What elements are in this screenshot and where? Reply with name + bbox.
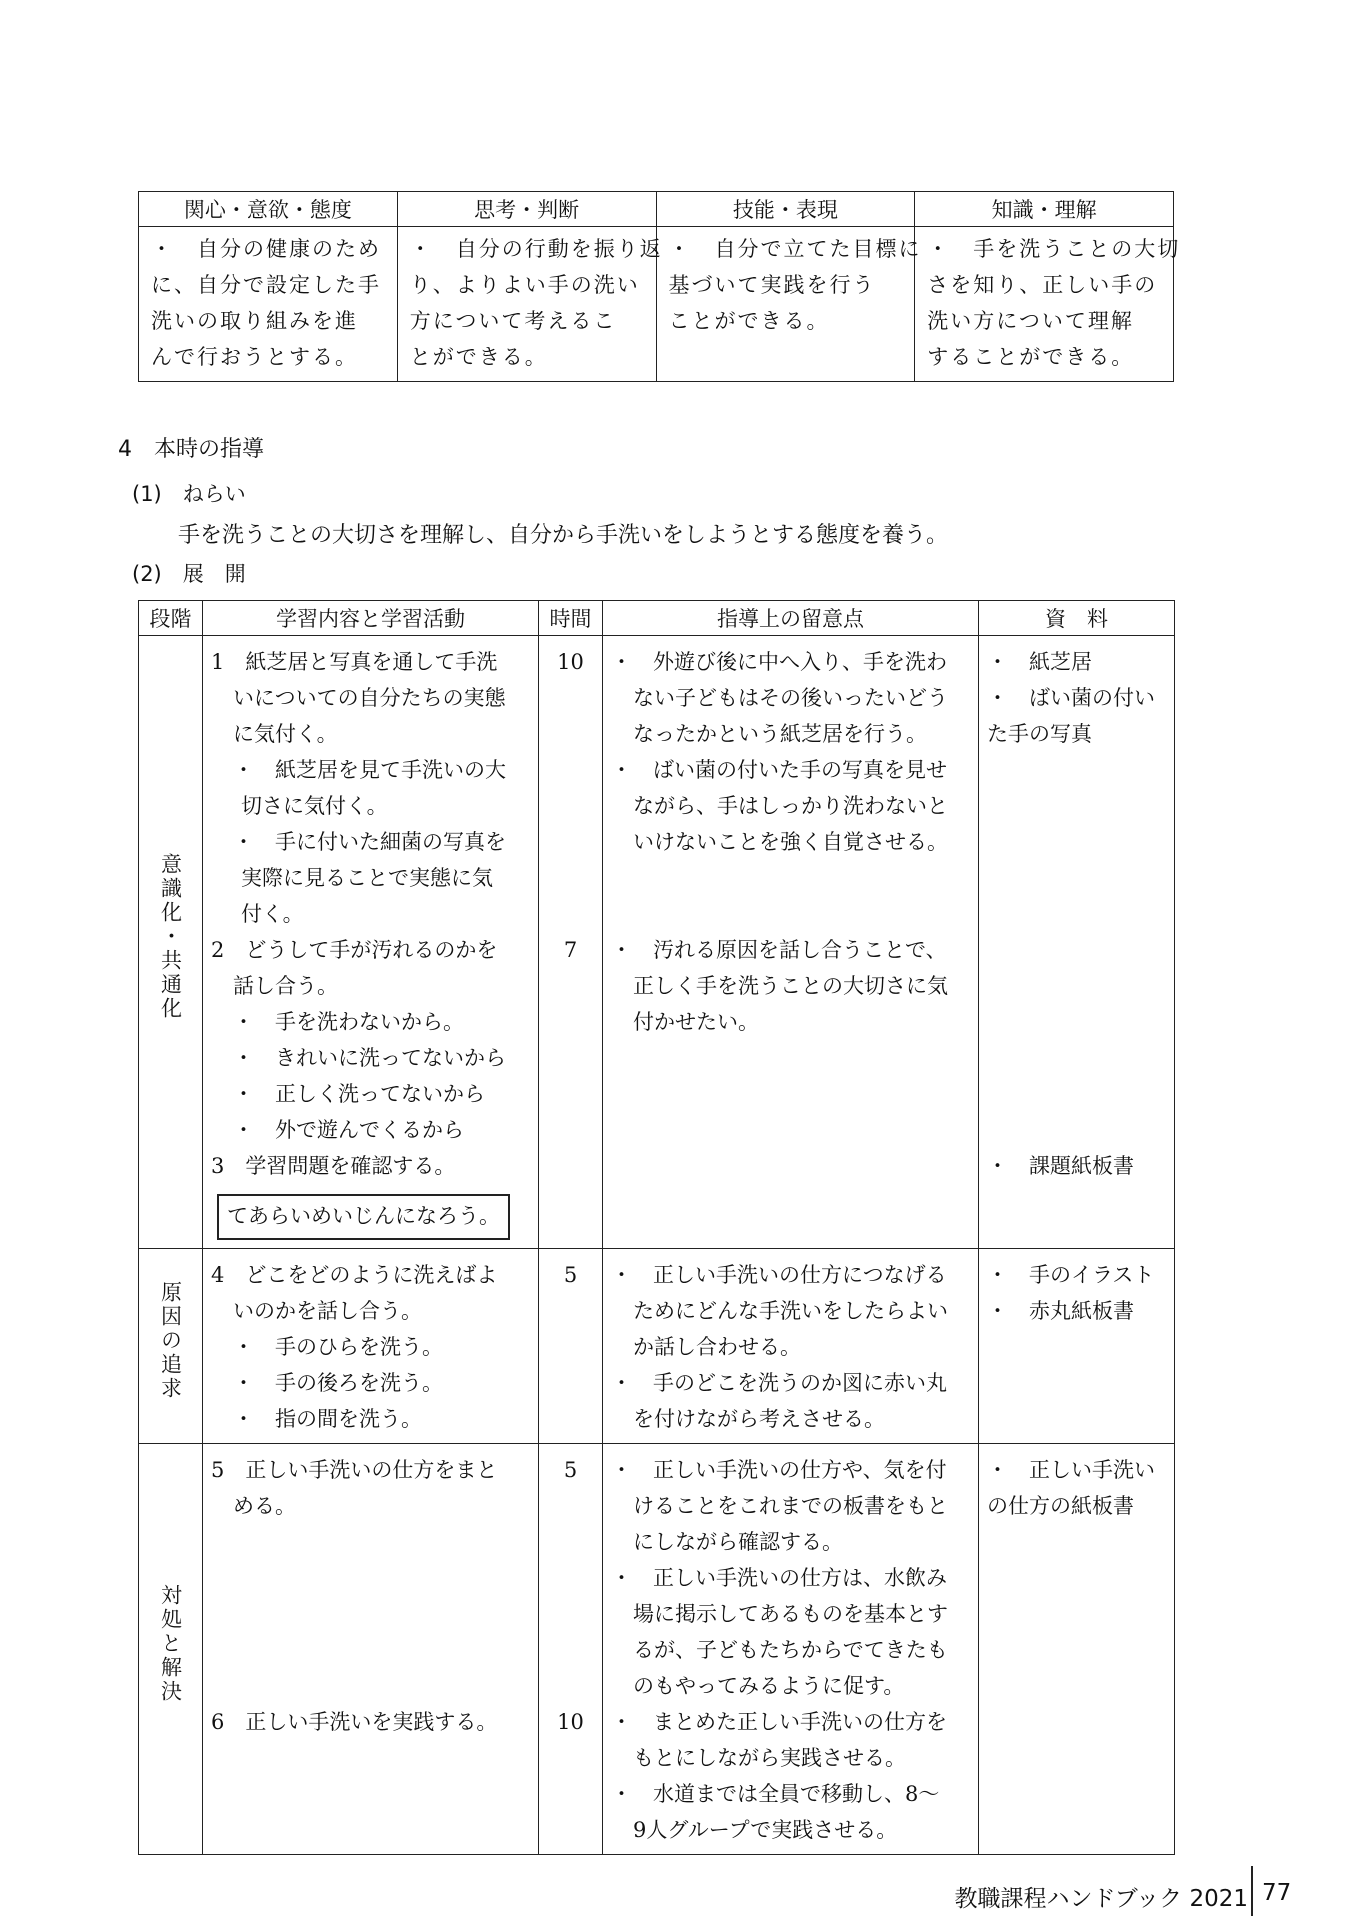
text-line: ・ 自分の行動を振り返	[409, 237, 663, 261]
time-value: 10	[557, 1710, 584, 1734]
text-line: 2 どうして手が汚れるのかを	[211, 938, 498, 962]
stage-label-cause	[139, 1249, 203, 1444]
lesson-header-row	[139, 601, 1175, 636]
header-materials: 資 料	[979, 601, 1175, 636]
text-line: ・ 正しい手洗いの仕方につなげる	[611, 1263, 947, 1287]
stage-label-text: 意識化・共通化	[158, 852, 183, 1021]
time-value: 7	[563, 938, 578, 962]
text-line: 話し合う。	[233, 974, 338, 998]
lesson-table	[138, 600, 1175, 1855]
text-line: か話し合わせる。	[633, 1335, 801, 1359]
text-line: 切さに気付く。	[241, 794, 388, 818]
time-value: 5	[563, 1458, 578, 1482]
stage-label-text: 対処と解決	[158, 1583, 183, 1704]
subsection-development-label: (2) 展 開	[132, 562, 246, 586]
text-line: 9人グループで実践させる。	[633, 1818, 898, 1842]
header-time: 時間	[539, 601, 603, 636]
text-line: ためにどんな手洗いをしたらよい	[633, 1299, 948, 1323]
evaluation-body-row	[139, 227, 1174, 382]
stage-label-awareness	[139, 636, 203, 1249]
text-line: ・ 正しく洗ってないから	[233, 1082, 485, 1106]
materials-cell	[979, 1444, 1175, 1855]
text-line: ことができる。	[668, 309, 830, 333]
text-line: るが、子どもたちからでてきたも	[633, 1638, 948, 1662]
notes-cell	[603, 1444, 979, 1855]
time-cell	[539, 1444, 603, 1855]
text-line: ・ ばい菌の付い	[987, 686, 1155, 710]
text-line: ・ 手のひらを洗う。	[233, 1335, 443, 1359]
notes-cell	[603, 1249, 979, 1444]
notes-cell	[603, 636, 979, 1249]
text-line: 基づいて実践を行う	[668, 273, 876, 297]
header-activity: 学習内容と学習活動	[203, 601, 539, 636]
eval-header-interest: 関心・意欲・態度	[139, 192, 398, 227]
text-line: ・ ばい菌の付いた手の写真を見せ	[611, 758, 947, 782]
lesson-row-stage-2	[139, 1249, 1175, 1444]
text-line: 4 どこをどのように洗えばよ	[211, 1263, 498, 1287]
text-line: ・ 正しい手洗いの仕方は、水飲み	[611, 1566, 947, 1590]
text-line: 付かせたい。	[633, 1010, 759, 1034]
text-line: いけないことを強く自覚させる。	[633, 830, 948, 854]
section-title: 4 本時の指導	[118, 437, 264, 462]
header-notes: 指導上の留意点	[603, 601, 979, 636]
materials-cell	[979, 636, 1175, 1249]
evaluation-header-row	[139, 192, 1174, 227]
text-line: ・ 正しい手洗いの仕方や、気を付	[611, 1458, 947, 1482]
eval-cell-skill	[656, 227, 922, 382]
text-line: める。	[233, 1494, 296, 1518]
text-line: ・ 手のどこを洗うのか図に赤い丸	[611, 1371, 947, 1395]
text-line: に、自分で設定した手	[151, 273, 381, 297]
text-line: もとにしながら実践させる。	[633, 1746, 906, 1770]
text-line: んで行おうとする。	[151, 345, 358, 369]
activity-cell	[203, 1444, 539, 1855]
text-line: ・ 赤丸紙板書	[987, 1299, 1134, 1323]
eval-header-thinking: 思考・判断	[397, 192, 656, 227]
text-line: ・ まとめた正しい手洗いの仕方を	[611, 1710, 947, 1734]
text-line: 正しく手を洗うことの大切さに気	[633, 974, 948, 998]
text-line: ・ 正しい手洗い	[987, 1458, 1155, 1482]
text-line: 実際に見ることで実態に気	[241, 866, 493, 890]
text-line: なったかという紙芝居を行う。	[633, 722, 927, 746]
text-line: いのかを話し合う。	[233, 1299, 422, 1323]
eval-header-knowledge: 知識・理解	[915, 192, 1174, 227]
stage-label-text: 原因の追求	[158, 1280, 183, 1401]
text-line: のもやってみるように促す。	[633, 1674, 905, 1698]
text-line: ・ 自分の健康のため	[151, 237, 381, 261]
text-line: ・ 手に付いた細菌の写真を	[233, 830, 506, 854]
materials-cell	[979, 1249, 1175, 1444]
text-line: ・ 指の間を洗う。	[233, 1407, 422, 1431]
stage-label-solution	[139, 1444, 203, 1855]
text-line: することができる。	[927, 345, 1135, 369]
eval-cell-knowledge	[915, 227, 1181, 382]
text-line: ・ 紙芝居	[987, 650, 1092, 674]
activity-cell	[203, 1249, 539, 1444]
text-line: ながら、手はしっかり洗わないと	[633, 794, 948, 818]
eval-header-skill: 技能・表現	[656, 192, 915, 227]
text-line: 付く。	[241, 902, 304, 926]
text-line: ・ 手を洗うことの大切	[927, 237, 1181, 261]
text-line: ・ 課題紙板書	[987, 1154, 1134, 1178]
text-line: ・ 水道までは全員で移動し、8～	[611, 1782, 940, 1806]
text-line: さを知り、正しい手の	[927, 273, 1158, 297]
text-line: 洗い方について理解	[927, 309, 1134, 333]
footer-divider	[1251, 1866, 1253, 1916]
text-line: ・ 自分で立てた目標に	[668, 237, 922, 261]
text-line: 6 正しい手洗いを実践する。	[211, 1710, 498, 1734]
time-value: 5	[563, 1263, 578, 1287]
eval-cell-interest	[139, 227, 398, 382]
text-line: ・ 手のイラスト	[987, 1263, 1155, 1287]
text-line: 1 紙芝居と写真を通して手洗	[211, 650, 498, 674]
text-line: ない子どもはその後いったいどう	[633, 686, 948, 710]
text-line: いについての自分たちの実態	[233, 686, 506, 710]
time-value: 10	[557, 650, 584, 674]
text-line: 5 正しい手洗いの仕方をまと	[211, 1458, 498, 1482]
learning-problem-box: てあらいめいじんになろう。	[217, 1194, 510, 1240]
aim-text: 手を洗うことの大切さを理解し、自分から手洗いをしようとする態度を養う。	[178, 523, 949, 548]
text-line: けることをこれまでの板書をもと	[633, 1494, 948, 1518]
eval-cell-thinking	[397, 227, 663, 382]
evaluation-table	[138, 191, 1181, 382]
activity-cell	[203, 636, 539, 1249]
text-line: 洗いの取り組みを進	[151, 309, 358, 333]
text-line: ・ 手を洗わないから。	[233, 1010, 464, 1034]
text-line: 3 学習問題を確認する。	[211, 1154, 456, 1178]
text-line: り、よりよい手の洗い	[409, 273, 640, 297]
text-line: とができる。	[409, 345, 548, 369]
text-line: ・ 外で遊んでくるから	[233, 1118, 464, 1142]
text-line: にしながら確認する。	[633, 1530, 843, 1554]
text-line: ・ 紙芝居を見て手洗いの大	[233, 758, 506, 782]
text-line: を付けながら考えさせる。	[633, 1407, 885, 1431]
text-line: ・ きれいに洗ってないから	[233, 1046, 506, 1070]
text-line: 場に掲示してあるものを基本とす	[633, 1602, 948, 1626]
subsection-aim-label: (1) ねらい	[132, 482, 246, 506]
text-line: に気付く。	[233, 722, 338, 746]
time-cell	[539, 636, 603, 1249]
header-stage: 段階	[139, 601, 203, 636]
lesson-row-stage-3	[139, 1444, 1175, 1855]
text-line: ・ 外遊び後に中へ入り、手を洗わ	[611, 650, 947, 674]
text-line: 方について考えるこ	[409, 309, 617, 333]
text-line: た手の写真	[987, 722, 1092, 746]
page-number: 77	[1262, 1880, 1292, 1906]
text-line: の仕方の紙板書	[987, 1494, 1134, 1518]
time-cell	[539, 1249, 603, 1444]
text-line: ・ 手の後ろを洗う。	[233, 1371, 443, 1395]
footer-book-title: 教職課程ハンドブック 2021	[954, 1886, 1248, 1912]
lesson-row-stage-1	[139, 636, 1175, 1249]
text-line: ・ 汚れる原因を話し合うことで、	[611, 938, 947, 962]
